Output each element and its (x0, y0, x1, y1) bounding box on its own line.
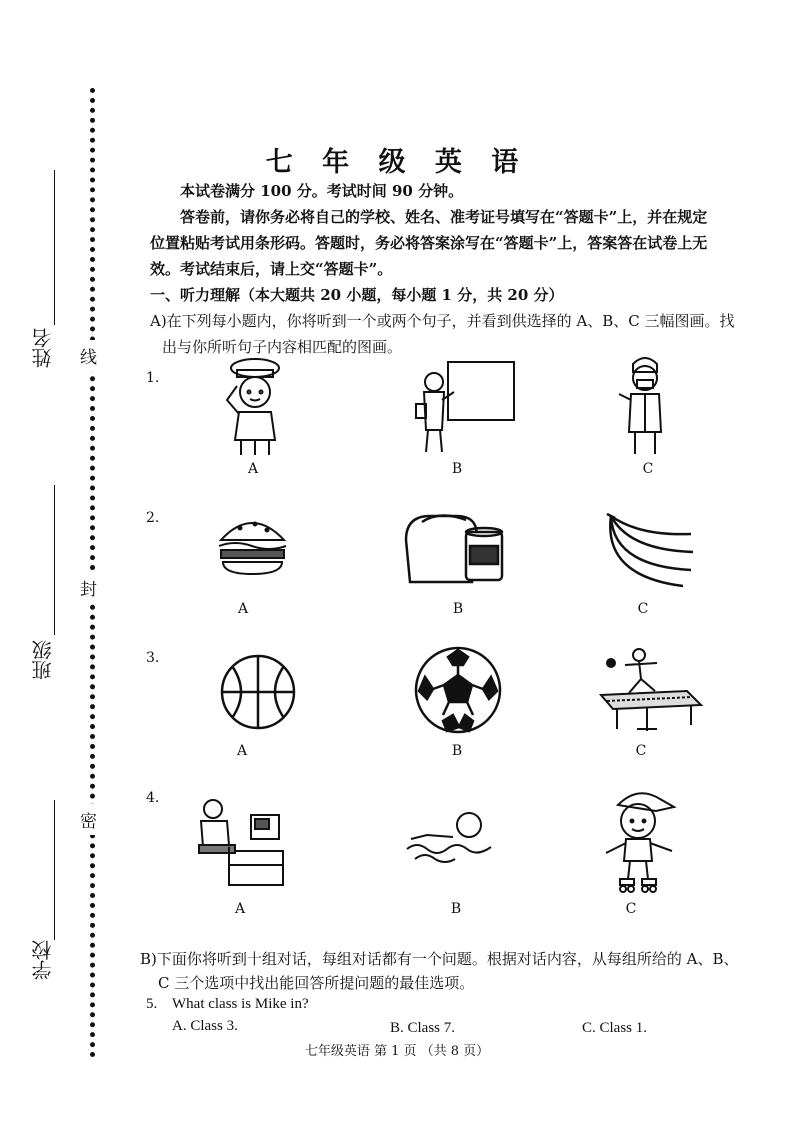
question-number: 4. (146, 790, 160, 806)
question-number: 2. (146, 510, 160, 526)
question-number: 1. (146, 370, 160, 386)
swimming-icon (405, 805, 495, 865)
ping-pong-icon (597, 645, 707, 735)
page-footer: 七年级英语 第 1 页 （共 8 页） (304, 1044, 490, 1059)
football-icon (413, 645, 503, 735)
option-b: B. Class 7. (390, 1020, 456, 1036)
computer-icon (195, 795, 285, 890)
option-a: A. Class 3. (172, 1018, 238, 1034)
option-label: C (642, 461, 654, 477)
option-label: B (451, 743, 463, 759)
section1-heading: 一、听力理解（本大题共 20 小题，每小题 1 分，共 20 分） (150, 286, 564, 304)
option-label: B (451, 461, 463, 477)
instructions-line-3: 效。考试结束后，请上交“答题卡”。 (150, 260, 393, 278)
option-label: B (450, 901, 462, 917)
bread-milk-icon (400, 510, 510, 585)
question-number: 3. (146, 650, 160, 666)
option-c: C. Class 1. (582, 1020, 648, 1036)
page-title: 七 年 级 英 语 (265, 147, 529, 178)
instructions-line-2: 位置粘贴考试用条形码。答题时，务必将答案涂写在“答题卡”上，答案答在试卷上无 (150, 234, 708, 252)
option-label: A (234, 901, 246, 917)
name-fill-line (54, 170, 55, 325)
option-label: C (637, 601, 649, 617)
police-icon (215, 352, 295, 457)
question-number: 5. (146, 996, 158, 1012)
name-label: 姓名 (31, 328, 55, 368)
bananas-icon (603, 510, 698, 590)
option-label: A (237, 601, 249, 617)
option-label: B (452, 601, 464, 617)
question-text: What class is Mike in? (172, 996, 309, 1012)
partB-instruction-2: C 三个选项中找出能回答所提问题的最佳选项。 (158, 974, 475, 992)
instructions-line-1: 答卷前，请你务必将自己的学校、姓名、准考证号填写在“答题卡”上，并在规定 (180, 208, 708, 226)
skating-icon (598, 785, 683, 895)
seal-char-mi: 密 (80, 804, 97, 835)
school-label: 学校 (31, 940, 55, 980)
option-label: A (247, 461, 259, 477)
doctor-icon (615, 352, 675, 457)
partA-instruction-2: 出与你所听句子内容相匹配的图画。 (162, 338, 403, 356)
school-fill-line (54, 800, 55, 940)
class-label: 班级 (31, 640, 55, 680)
exam-info: 本试卷满分 100 分。考试时间 90 分钟。 (180, 182, 464, 200)
option-label: C (625, 901, 637, 917)
seal-char-xian: 线 (80, 340, 97, 371)
hamburger-icon (215, 512, 290, 577)
option-label: C (635, 743, 647, 759)
seal-char-feng: 封 (80, 572, 97, 603)
partA-instruction-1: A)在下列每小题内，你将听到一个或两个句子，并看到供选择的 A、B、C 三幅图画。找 (150, 312, 735, 330)
basketball-icon (218, 652, 298, 732)
teacher-icon (412, 360, 517, 455)
class-fill-line (54, 485, 55, 635)
option-label: A (236, 743, 248, 759)
partB-instruction-1: B)下面你将听到十组对话，每组对话都有一个问题。根据对话内容，从每组所给的 A、B、 (140, 950, 739, 968)
